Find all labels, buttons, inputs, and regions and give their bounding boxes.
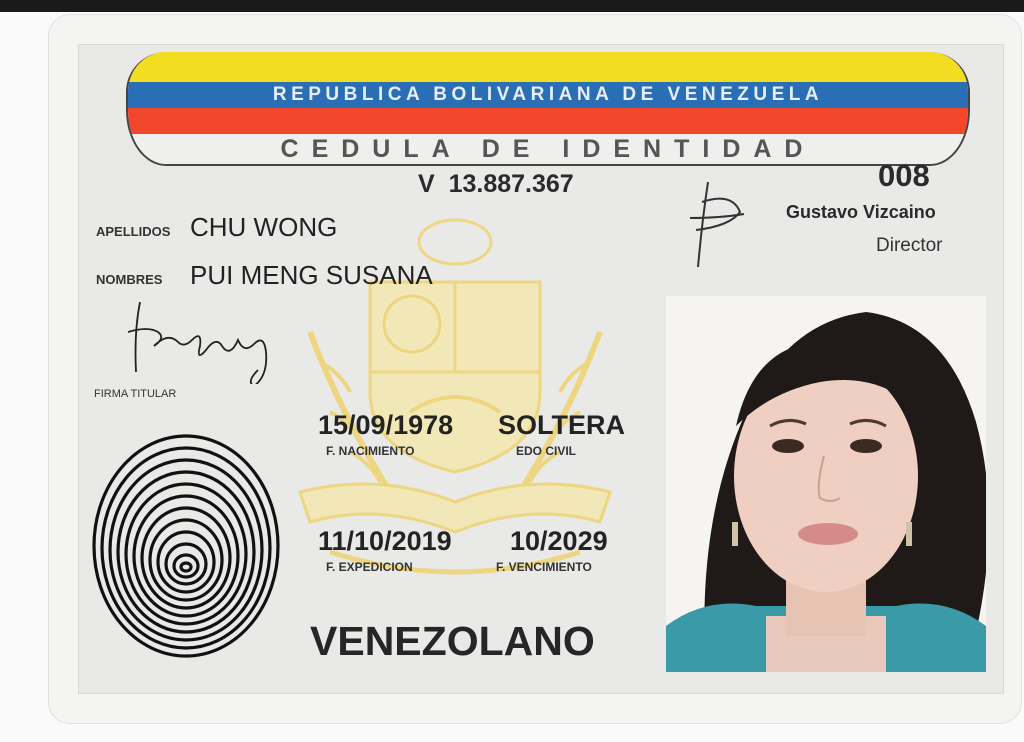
director-title: Director [876,235,943,256]
birth-date: 15/09/1978 [318,410,454,440]
expiry-date: 10/2029 [510,526,608,556]
country-name: REPUBLICA BOLIVARIANA DE VENEZUELA [272,84,824,105]
holder-photo [666,296,986,672]
flag-stripe-yellow [128,52,968,82]
surname-label: APELLIDOS [96,224,171,239]
director-name: Gustavo Vizcaino [786,202,936,222]
scan-border [0,0,1024,12]
signature-label: FIRMA TITULAR [94,388,177,400]
id-number: V 13.887.367 [418,170,574,198]
birth-label: F. NACIMIENTO [326,444,415,458]
civil-status: SOLTERA [498,410,625,440]
expiry-label: F. VENCIMIENTO [496,560,592,574]
holder-signature-icon [120,292,320,384]
document-type: CEDULA DE IDENTIDAD [280,135,816,163]
card-code: 008 [878,158,930,193]
director-signature-icon [680,172,760,272]
portrait-icon [666,296,986,672]
names-value: PUI MENG SUSANA [190,260,433,290]
fingerprint-icon [88,406,284,658]
issue-date: 11/10/2019 [318,526,452,556]
names-label: NOMBRES [96,272,163,287]
flag-banner [126,52,970,166]
surname-value: CHU WONG [190,212,338,242]
nationality: VENEZOLANO [310,618,595,664]
civil-status-label: EDO CIVIL [516,444,577,458]
flag-stripe-red [128,108,968,134]
issue-label: F. EXPEDICION [326,560,413,574]
